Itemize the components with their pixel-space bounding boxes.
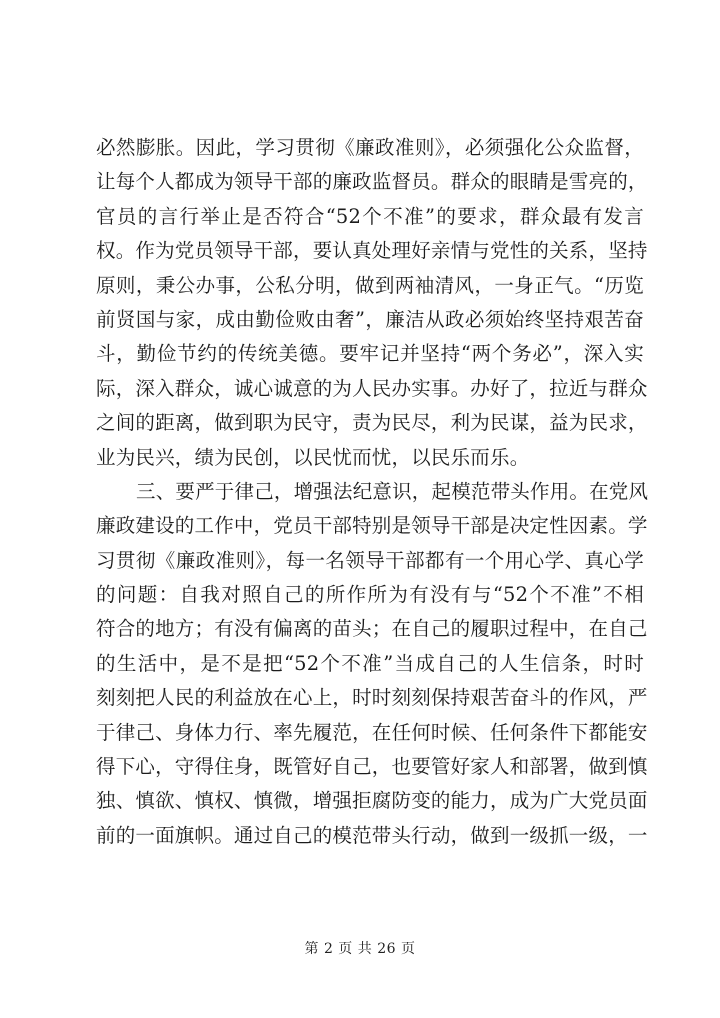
paragraph-2 [96, 475, 649, 853]
text-line: 习贯彻《廉政准则》，每一名领导干部都有一个用心学、真心学 [96, 548, 644, 572]
text-line: 让每个人都成为领导干部的廉政监督员。群众的眼睛是雪亮的， [96, 170, 648, 194]
text-line: 原则，秉公办事，公私分明，做到两袖清风，一身正气。“历览 [96, 273, 644, 297]
text-line: 廉政建设的工作中，党员干部特别是领导干部是决定性因素。学 [96, 514, 648, 538]
page-footer [0, 938, 720, 958]
text-line: 于律己、身体力行、率先履范，在任何时候、任何条件下都能安 [96, 720, 648, 744]
body-text [96, 131, 649, 853]
text-line: 刻刻把人民的利益放在心上，时时刻刻保持艰苦奋斗的作风，严 [96, 686, 648, 710]
text-line: 际，深入群众，诚心诚意的为人民办实事。办好了，拉近与群众 [96, 376, 648, 400]
text-line: 符合的地方；有没有偏离的苗头；在自己的履职过程中，在自己 [96, 617, 648, 641]
text-line: 的问题：自我对照自己的所作所为有没有与“52个不准”不相 [96, 583, 644, 607]
text-line: 必然膨胀。因此，学习贯彻《廉政准则》，必须强化公众监督， [96, 136, 644, 159]
page-number: 第 2 页 共 26 页 [304, 941, 416, 957]
text-line: 前的一面旗帜。通过自己的模范带头行动，做到一级抓一级，一 [96, 823, 648, 847]
section-heading-line: 三、要严于律己，增强法纪意识，起模范带头作用。在党风 [136, 479, 649, 503]
text-line: 独、慎欲、慎权、慎微，增强拒腐防变的能力，成为广大党员面 [96, 789, 648, 813]
paragraph-1 [96, 131, 648, 475]
text-line: 前贤国与家，成由勤俭败由奢”，廉洁从政必须始终坚持艰苦奋 [96, 307, 644, 331]
text-line: 权。作为党员领导干部，要认真处理好亲情与党性的关系，坚持 [96, 239, 648, 263]
text-line: 业为民兴，绩为民创，以民忧而忧，以民乐而乐。 [96, 445, 530, 469]
text-line: 官员的言行举止是否符合“52个不准”的要求，群众最有发言 [96, 204, 644, 228]
text-line: 之间的距离，做到职为民守，责为民尽，利为民谋，益为民求， [96, 411, 648, 435]
text-line: 斗，勤俭节约的传统美德。要牢记并坚持“两个务必”，深入实 [96, 342, 644, 366]
text-line: 的生活中，是不是把“52个不准”当成自己的人生信条，时时 [96, 651, 644, 675]
text-line: 得下心，守得住身，既管好自己，也要管好家人和部署，做到慎 [96, 755, 648, 779]
